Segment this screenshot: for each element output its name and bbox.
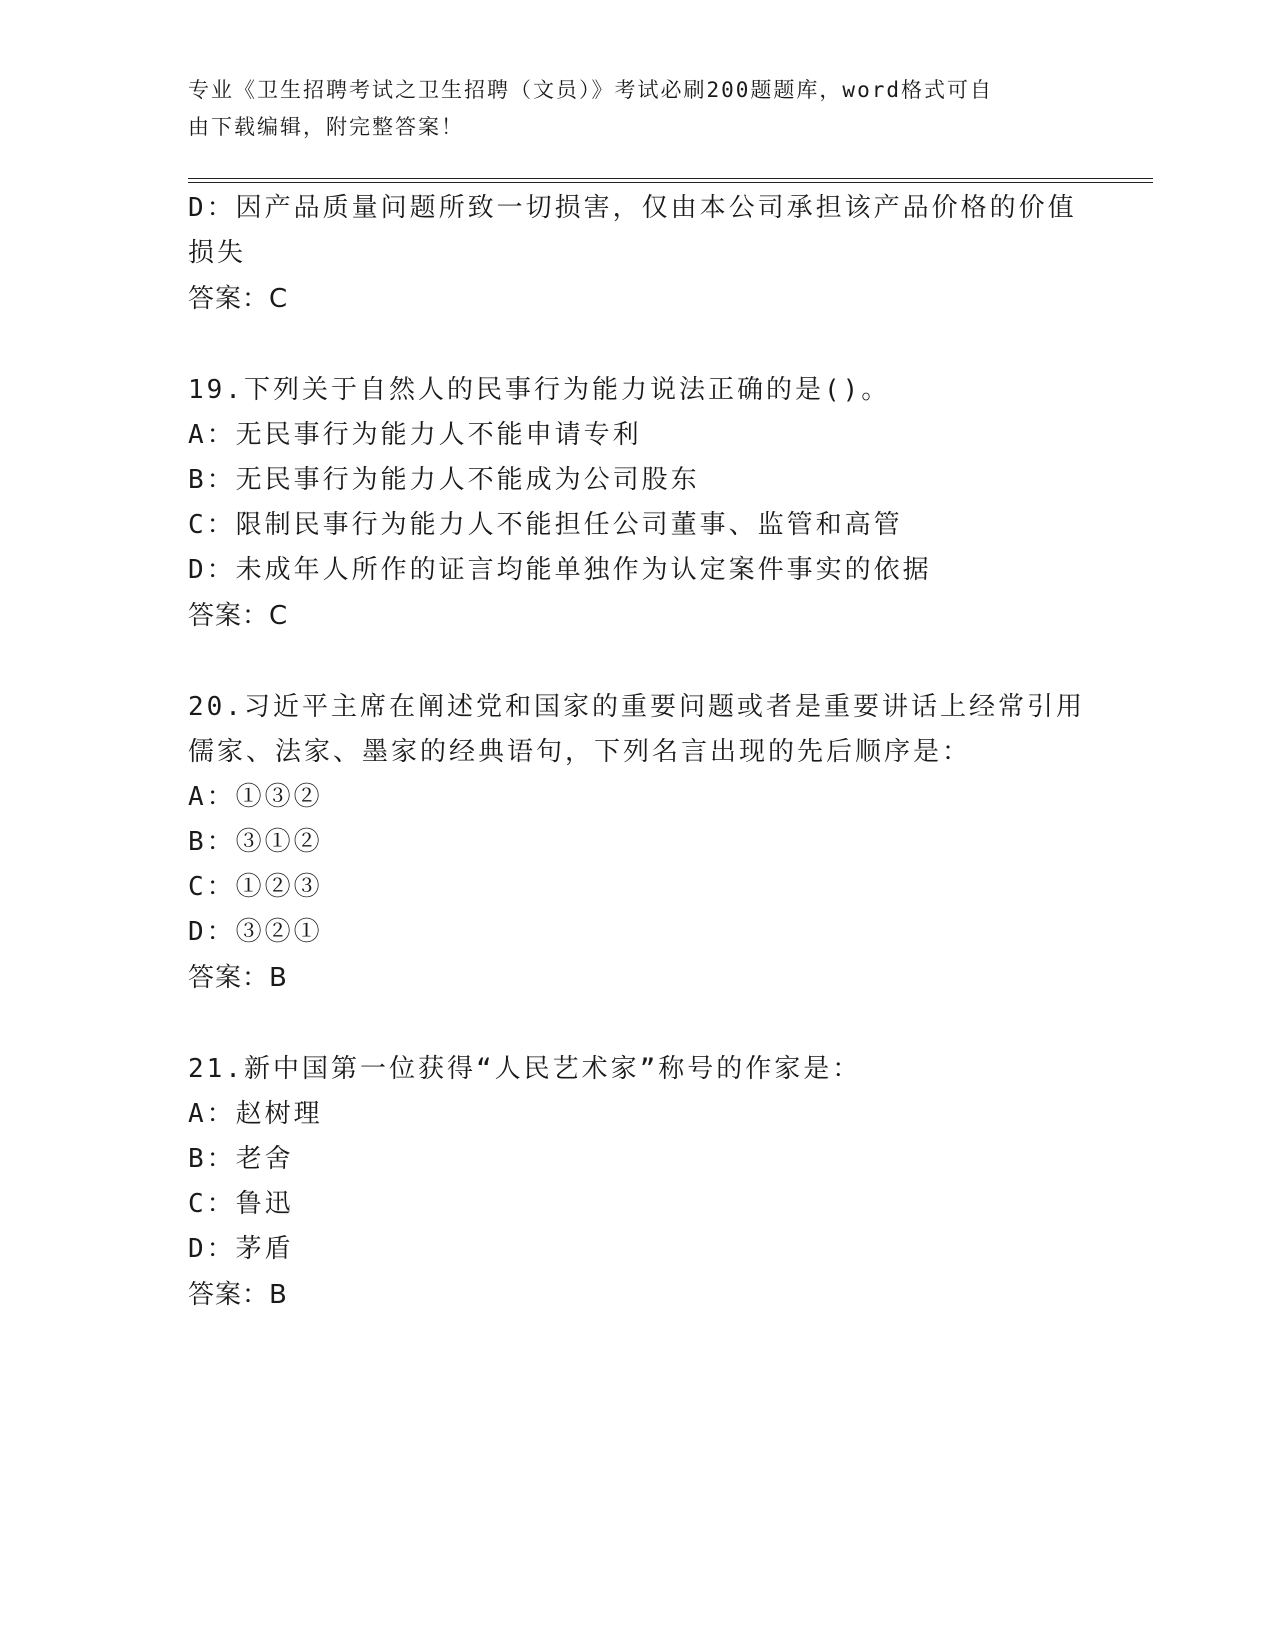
question-block-20 bbox=[188, 685, 1088, 1001]
option-a: A：①③② bbox=[188, 782, 323, 812]
option-a: A：无民事行为能力人不能申请专利 bbox=[188, 420, 642, 450]
option-b: B：③①② bbox=[188, 827, 323, 857]
page-header bbox=[188, 72, 1068, 146]
question-block-19 bbox=[188, 368, 1088, 639]
option-a: A：赵树理 bbox=[188, 1099, 323, 1129]
option-c: C：限制民事行为能力人不能担任公司董事、监管和高管 bbox=[188, 510, 903, 540]
option-d: D：茅盾 bbox=[188, 1234, 294, 1264]
spacer bbox=[188, 639, 1088, 685]
question-block-18 bbox=[188, 186, 1088, 322]
option-c: C：鲁迅 bbox=[188, 1189, 294, 1219]
option-c: C：①②③ bbox=[188, 872, 323, 902]
question-block-21 bbox=[188, 1047, 1088, 1318]
header-line-1: 专业《卫生招聘考试之卫生招聘（文员）》考试必刷200题题库，word格式可自 bbox=[188, 78, 993, 102]
option-d: D：因产品质量问题所致一切损害，仅由本公司承担该产品价格的价值 bbox=[188, 193, 1077, 223]
option-d-continued: 损失 bbox=[188, 238, 247, 268]
question-stem: 19.下列关于自然人的民事行为能力说法正确的是()。 bbox=[188, 375, 891, 405]
header-divider bbox=[188, 178, 1153, 183]
spacer bbox=[188, 322, 1088, 368]
spacer bbox=[188, 1001, 1088, 1047]
question-stem-continued: 儒家、法家、墨家的经典语句，下列名言出现的先后顺序是： bbox=[188, 737, 972, 767]
question-stem: 21.新中国第一位获得“人民艺术家”称号的作家是： bbox=[188, 1054, 862, 1084]
answer-line: 答案：B bbox=[188, 1280, 288, 1310]
answer-line: 答案：B bbox=[188, 963, 288, 993]
option-d: D：③②① bbox=[188, 917, 323, 947]
answer-line: 答案：C bbox=[188, 284, 289, 314]
option-b: B：老舍 bbox=[188, 1144, 294, 1174]
option-d: D：未成年人所作的证言均能单独作为认定案件事实的依据 bbox=[188, 555, 932, 585]
question-stem: 20.习近平主席在阐述党和国家的重要问题或者是重要讲话上经常引用 bbox=[188, 692, 1085, 722]
header-line-2: 由下载编辑，附完整答案！ bbox=[188, 115, 464, 139]
question-list bbox=[188, 186, 1088, 1318]
answer-line: 答案：C bbox=[188, 601, 289, 631]
option-b: B：无民事行为能力人不能成为公司股东 bbox=[188, 465, 700, 495]
